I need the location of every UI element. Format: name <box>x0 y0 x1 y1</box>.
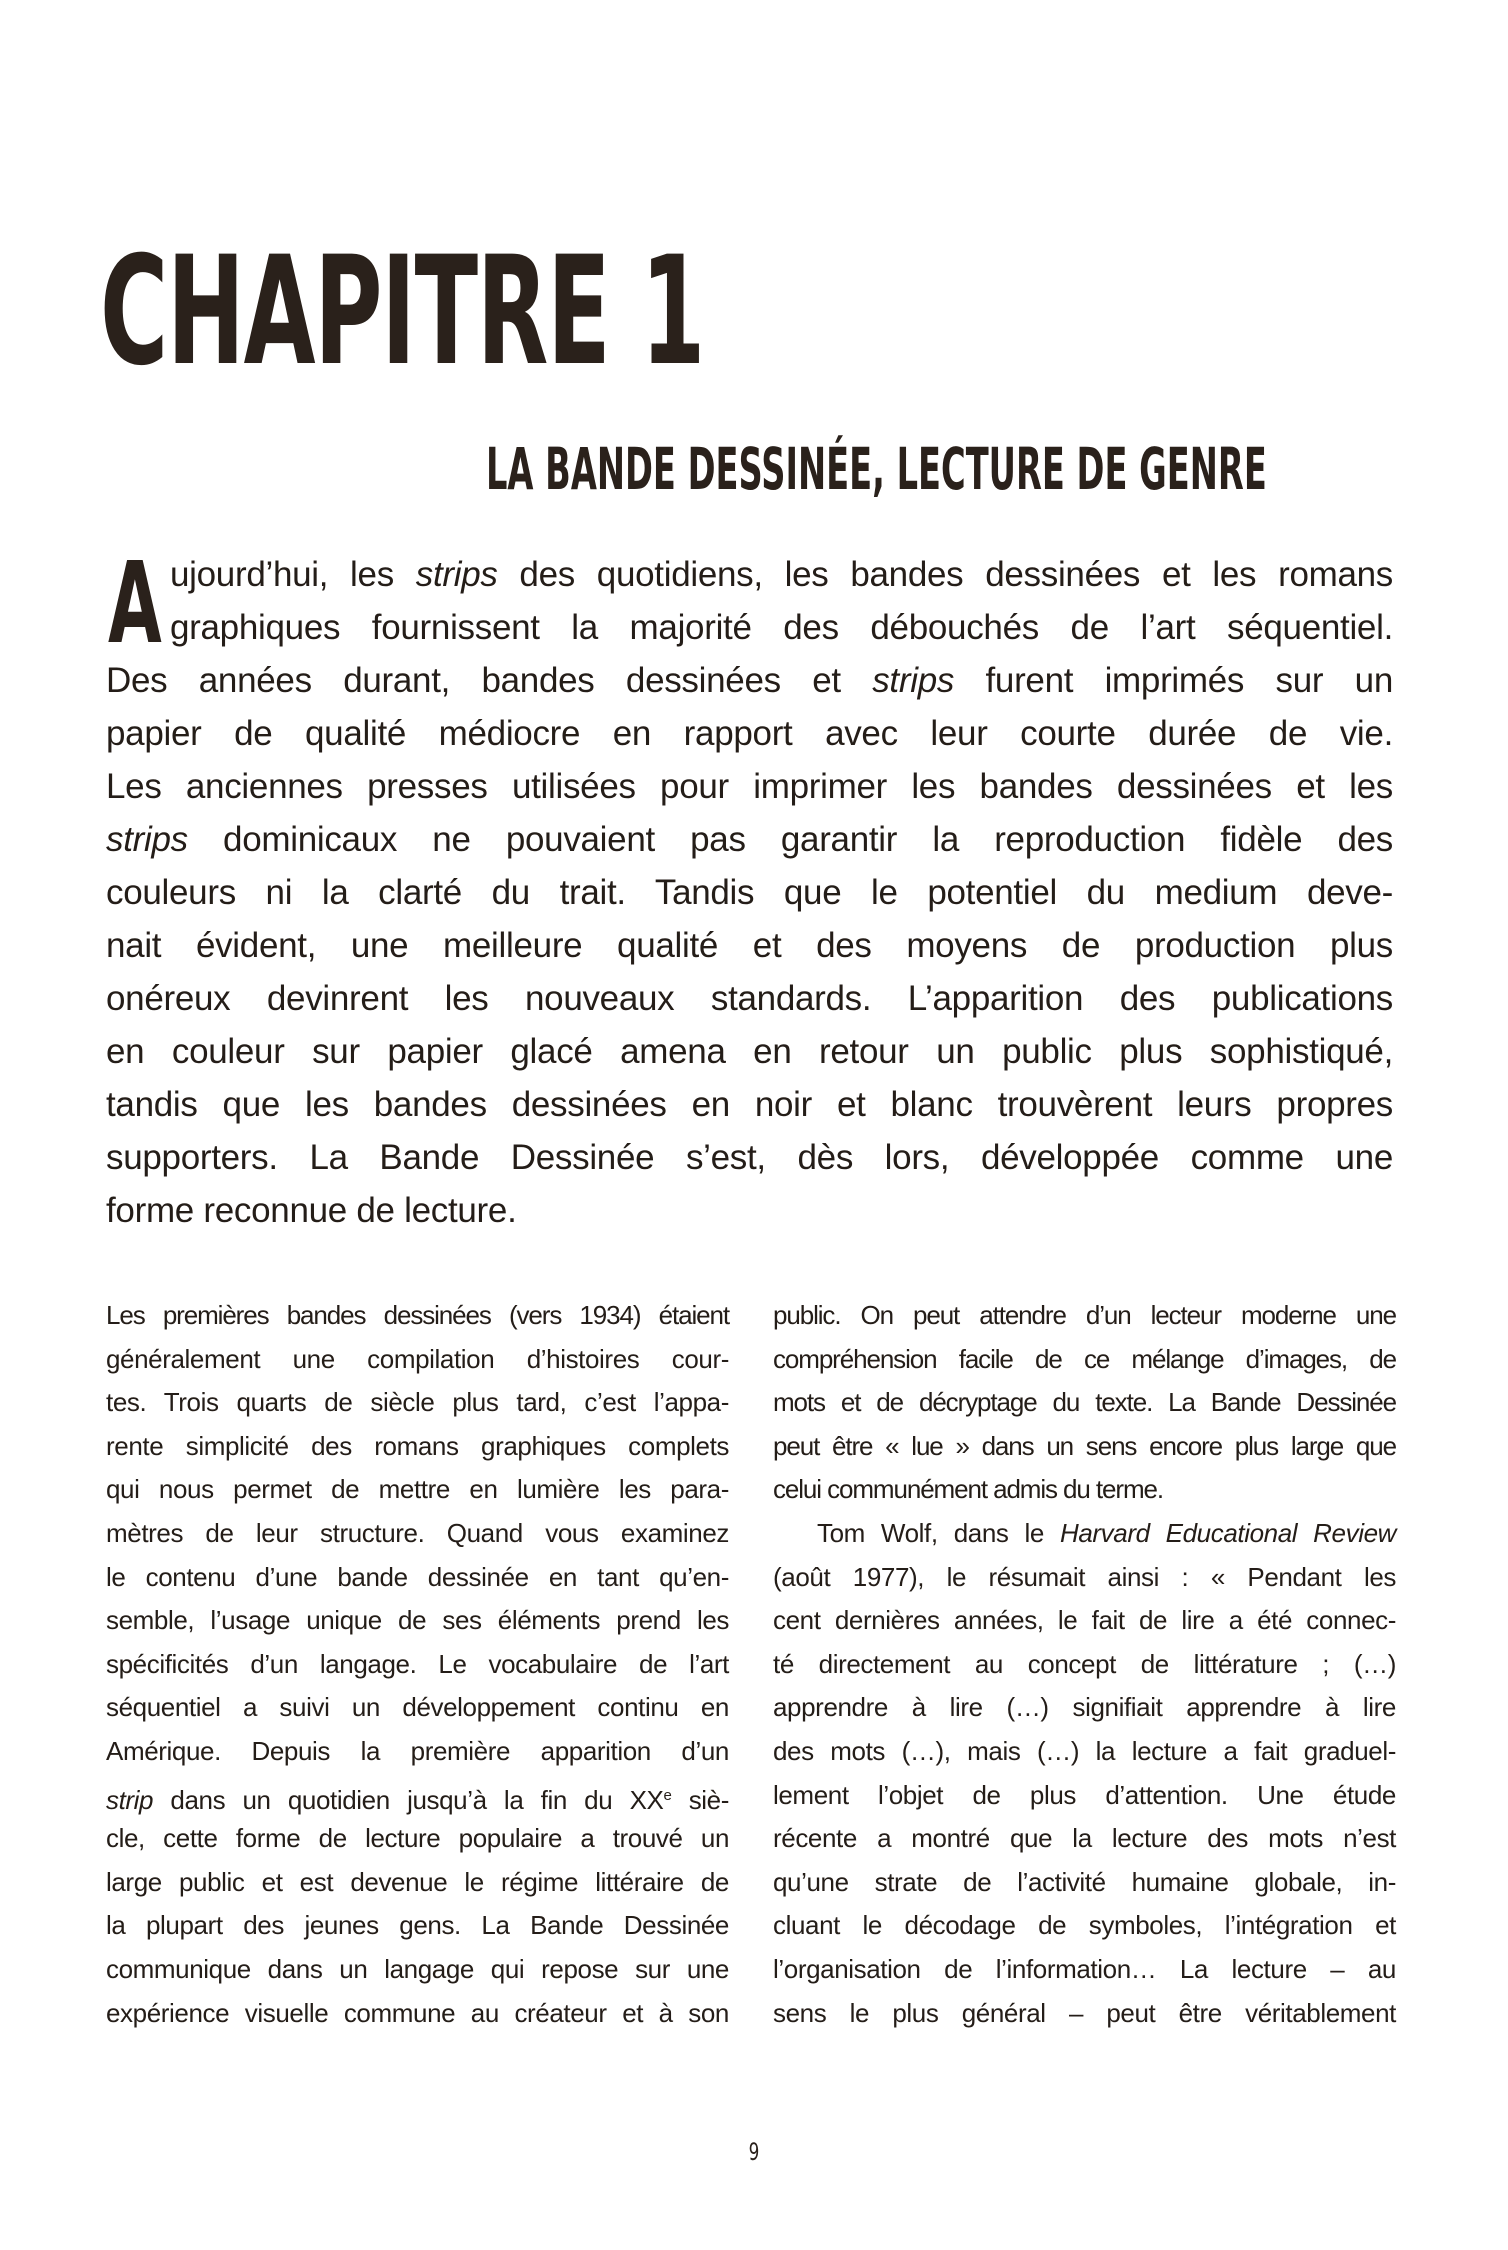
column-line <box>106 1730 729 1774</box>
text-column-right <box>773 1294 1396 2035</box>
column-line <box>773 1730 1396 1774</box>
text-run: cluant le décodage de symboles, l’intégration et <box>773 1910 1396 1941</box>
column-line <box>106 1774 729 1818</box>
column-line <box>106 1643 729 1687</box>
text-run: forme reconnue de lecture. <box>106 1191 517 1230</box>
column-line <box>773 1774 1396 1818</box>
text-run: cle, cette forme de lecture populaire a trouvé un <box>106 1823 729 1854</box>
text-run: (août 1977), le résumait ainsi : « Pendant les <box>773 1561 1396 1592</box>
intro-lines <box>106 539 1394 1237</box>
text-run: le contenu d’une bande dessinée en tant qu’en- <box>106 1561 729 1592</box>
text-run: ujourd’hui, les <box>170 555 416 594</box>
text-run: Des années durant, bandes dessinées et <box>106 661 873 700</box>
text-run: onéreux devinrent les nouveaux standards. L’apparition des publications <box>106 979 1393 1018</box>
text-run: couleurs ni la clarté du trait. Tandis que le potentiel du medium deve- <box>106 873 1393 912</box>
text-run: cent dernières années, le fait de lire a été connec- <box>773 1605 1396 1636</box>
column-line <box>773 1861 1396 1905</box>
text-run: récente a montré que la lecture des mots n’est <box>773 1823 1396 1854</box>
column-line <box>106 1686 729 1730</box>
text-run: Les anciennes presses utilisées pour imprimer les bandes dessinées et les <box>106 767 1393 806</box>
text-run: l’organisation de l’information… La lecture – au <box>773 1953 1396 1984</box>
text-run: mots et de décryptage du texte. La Bande Dessinée <box>773 1387 1396 1418</box>
column-line <box>773 1599 1396 1643</box>
column-line <box>773 1992 1396 2036</box>
column-line <box>106 1381 729 1425</box>
column-line <box>773 1338 1396 1382</box>
intro-paragraph <box>106 539 1394 1237</box>
column-line <box>106 1861 729 1905</box>
text-run: des quotidiens, les bandes dessinées et les romans <box>497 555 1394 594</box>
text-run: en couleur sur papier glacé amena en retour un public plus sophistiqué, <box>106 1032 1393 1071</box>
intro-line <box>106 1131 1393 1184</box>
text-run: lement l’objet de plus d’attention. Une étude <box>773 1779 1396 1810</box>
intro-line <box>106 866 1393 919</box>
intro-line <box>106 1025 1393 1078</box>
text-run: compréhension facile de ce mélange d’images, de <box>773 1343 1396 1374</box>
text-run: large public et est devenue le régime littéraire de <box>106 1866 729 1897</box>
intro-line <box>106 813 1393 866</box>
text-run: dominicaux ne pouvaient pas garantir la reproduction fidèle des <box>187 820 1393 859</box>
page-number: 9 <box>748 2138 760 2166</box>
text-run: mètres de leur structure. Quand vous examinez <box>106 1517 729 1548</box>
intro-line <box>106 707 1393 760</box>
column-line <box>773 1948 1396 1992</box>
text-run: supporters. La Bande Dessinée s’est, dès lors, développée comme une <box>106 1138 1393 1177</box>
text-run: expérience visuelle commune au créateur et à son <box>106 1997 729 2028</box>
text-run: des mots (…), mais (…) la lecture a fait graduel- <box>773 1735 1396 1766</box>
text-run: Les premières bandes dessinées (vers 1934) étaient <box>106 1300 729 1330</box>
column-line <box>106 1599 729 1643</box>
column-line <box>106 1556 729 1600</box>
column-line <box>773 1425 1396 1469</box>
column-line <box>106 1512 729 1556</box>
text-run: Amérique. Depuis la première apparition d’un <box>106 1735 729 1766</box>
text-run: graphiques fournissent la majorité des débouchés de l’art séquentiel. <box>170 608 1393 647</box>
text-run: furent imprimés sur un <box>954 661 1394 700</box>
intro-line <box>106 1078 1393 1131</box>
text-run: papier de qualité médiocre en rapport avec leur courte durée de vie. <box>106 714 1393 753</box>
text-run: tandis que les bandes dessinées en noir et blanc trouvèrent leurs propres <box>106 1085 1393 1124</box>
text-run: qui nous permet de mettre en lumière les para- <box>106 1474 729 1505</box>
column-line <box>773 1381 1396 1425</box>
column-line <box>773 1686 1396 1730</box>
column-line <box>106 1992 729 2036</box>
column-line <box>773 1468 1396 1512</box>
text-run: dans un quotidien jusqu’à la fin du XX <box>153 1784 664 1815</box>
column-line <box>773 1512 1396 1556</box>
intro-line <box>106 548 1393 601</box>
column-line <box>106 1817 729 1861</box>
text-run: qu’une strate de l’activité humaine globale, in- <box>773 1866 1396 1897</box>
text-run: public. On peut attendre d’un lecteur moderne une <box>773 1300 1396 1330</box>
column-line <box>773 1904 1396 1948</box>
text-run: la plupart des jeunes gens. La Bande Dessinée <box>106 1910 729 1941</box>
column-line <box>773 1643 1396 1687</box>
column-line <box>106 1948 729 1992</box>
chapter-title: CHAPITRE 1 <box>100 225 705 399</box>
text-run: apprendre à lire (…) signifiait apprendre à lire <box>773 1692 1396 1723</box>
column-line <box>106 1425 729 1469</box>
column-line <box>773 1817 1396 1861</box>
italic-term: strip <box>106 1784 154 1815</box>
text-column-left <box>106 1294 729 2035</box>
text-run: semble, l’usage unique de ses éléments prend les <box>106 1605 729 1636</box>
italic-term: Harvard Educational Review <box>1059 1517 1397 1548</box>
text-run: Tom Wolf, dans le <box>817 1517 1060 1548</box>
text-run: généralement une compilation d’histoires cour- <box>106 1343 729 1374</box>
intro-line <box>106 601 1393 654</box>
intro-line <box>106 654 1393 707</box>
text-run: spécificités d’un langage. Le vocabulaire de l’art <box>106 1648 729 1679</box>
column-line <box>106 1294 729 1338</box>
text-run: séquentiel a suivi un développement continu en <box>106 1692 729 1723</box>
text-run: celui communément admis du terme. <box>773 1474 1163 1505</box>
text-run: peut être « lue » dans un sens encore plus large que <box>773 1430 1396 1461</box>
text-run: tes. Trois quarts de siècle plus tard, c’est l’appa- <box>106 1387 729 1418</box>
italic-term: strips <box>415 555 498 594</box>
drop-cap: A <box>108 539 162 669</box>
text-run: communique dans un langage qui repose sur une <box>106 1953 729 1984</box>
text-run: nait évident, une meilleure qualité et des moyens de production plus <box>106 926 1393 965</box>
italic-term: strips <box>106 820 188 859</box>
chapter-subtitle: LA BANDE DESSINÉE, LECTURE DE GENRE <box>486 435 1267 503</box>
italic-term: strips <box>872 661 955 700</box>
text-run: siè- <box>671 1784 729 1815</box>
intro-line <box>106 919 1393 972</box>
column-line <box>773 1294 1396 1338</box>
intro-line <box>106 972 1393 1025</box>
text-run: té directement au concept de littérature ; (…) <box>773 1648 1396 1679</box>
text-run: rente simplicité des romans graphiques complets <box>106 1430 729 1461</box>
intro-line <box>106 1184 1393 1237</box>
column-line <box>773 1556 1396 1600</box>
column-line <box>106 1904 729 1948</box>
column-line <box>106 1338 729 1382</box>
superscript: e <box>663 1786 672 1804</box>
column-line <box>106 1468 729 1512</box>
intro-line <box>106 760 1393 813</box>
text-run: sens le plus général – peut être véritablement <box>773 1997 1396 2028</box>
